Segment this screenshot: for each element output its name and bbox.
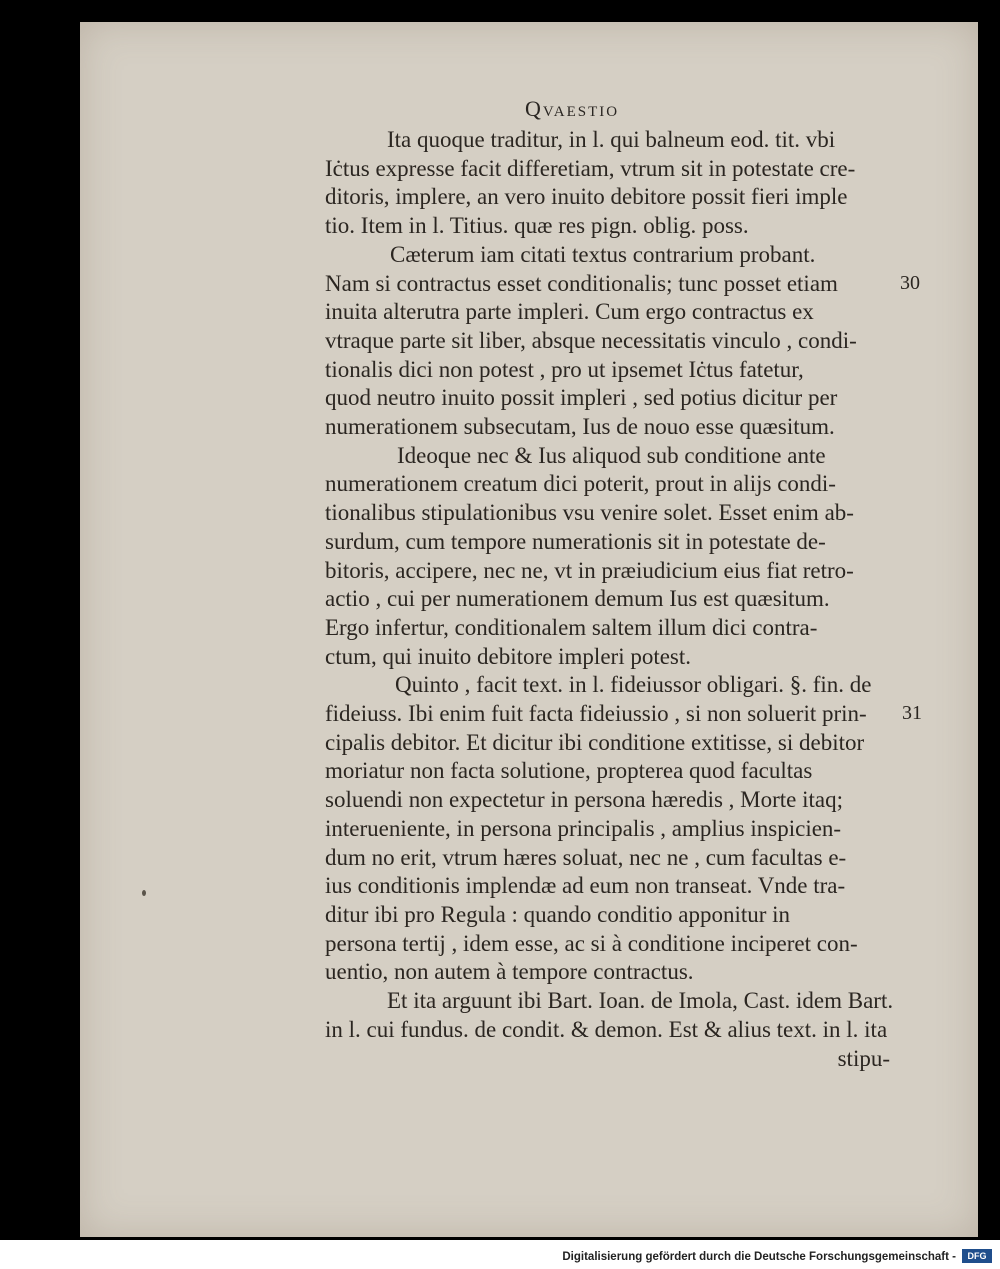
text-line: Quinto , facit text. in l. fideiussor obligari. §. fin. de	[395, 672, 872, 698]
text-line: Ita quoque traditur, in l. qui balneum eod. tit. vbi	[387, 127, 836, 152]
text-line: in l. cui fundus. de condit. & demon. Est & alius text. in l. ita	[325, 1016, 888, 1042]
text-line: numerationem subsecutam, Ius de nouo esse quæsitum.	[325, 414, 835, 440]
text-line: ius conditionis implendæ ad eum non transeat. Vnde tra-	[325, 873, 846, 899]
text-line: actio , cui per numerationem demum Ius est quæsitum.	[325, 586, 830, 612]
text-line: moriatur non facta solutione, propterea quod facultas	[325, 758, 813, 784]
paper-speck	[142, 890, 146, 896]
text-line: ditoris, implere, an vero inuito debitore possit fieri imple	[325, 184, 848, 210]
text-line: Cæterum iam citati textus contrarium probant.	[390, 241, 816, 267]
text-line: vtraque parte sit liber, absque necessitatis vinculo , condi-	[325, 327, 857, 353]
text-line: inuita alterutra parte impleri. Cum ergo contractus ex	[325, 299, 814, 325]
text-line: tionalis dici non potest , pro ut ipsemet Iċtus fatetur,	[325, 356, 804, 382]
marginal-number-30: 30	[900, 272, 920, 294]
text-line: numerationem creatum dici poterit, prout in alijs condi-	[325, 471, 836, 497]
page-surface	[80, 22, 978, 1237]
text-line: Nam si contractus esset conditionalis; tunc posset etiam	[325, 270, 838, 296]
funding-notice: Digitalisierung gefördert durch die Deutsche Forschungsgemeinschaft -	[562, 1251, 956, 1263]
text-line: persona tertij , idem esse, ac si à conditione inciperet con-	[325, 930, 858, 956]
text-line: uentio, non autem à tempore contractus.	[325, 959, 694, 985]
running-header: Qvaestio	[525, 96, 620, 121]
text-line: fideiuss. Ibi enim fuit facta fideiussio , si non soluerit prin-	[325, 701, 867, 727]
text-line: interueniente, in persona principalis , amplius inspicien-	[325, 815, 842, 841]
catchword: stipu-	[837, 1045, 890, 1071]
text-line: Iċtus expresse facit differetiam, vtrum sit in potestate cre-	[325, 155, 856, 181]
text-line: quod neutro inuito possit impleri , sed potius dicitur per	[325, 385, 838, 411]
text-line: soluendi non expectetur in persona hæredis , Morte itaq;	[325, 787, 844, 813]
footer-bar	[0, 1240, 1000, 1269]
text-line: dum no erit, vtrum hæres soluat, nec ne , cum facultas e-	[325, 844, 847, 870]
book-page	[80, 22, 978, 1237]
text-line: cipalis debitor. Et dicitur ibi conditione extitisse, si debitor	[325, 729, 865, 755]
dfg-logo-icon: DFG	[962, 1249, 992, 1263]
text-line: Ergo infertur, conditionalem saltem illum dici contra-	[325, 614, 818, 640]
text-line: ditur ibi pro Regula : quando conditio apponitur in	[325, 901, 791, 927]
text-line: tio. Item in l. Titius. quæ res pign. oblig. poss.	[325, 213, 749, 239]
body-text	[325, 126, 900, 1073]
text-line: tionalibus stipulationibus vsu venire solet. Esset enim ab-	[325, 500, 854, 526]
text-line: bitoris, accipere, nec ne, vt in præiudicium eius fiat retro-	[325, 557, 854, 583]
text-line: Et ita arguunt ibi Bart. Ioan. de Imola, Cast. idem Bart.	[387, 988, 894, 1014]
text-line: surdum, cum tempore numerationis sit in potestate de-	[325, 528, 826, 554]
text-line: ctum, qui inuito debitore impleri potest.	[325, 643, 692, 669]
text-line: Ideoque nec & Ius aliquod sub conditione ante	[397, 442, 826, 468]
marginal-number-31: 31	[902, 702, 922, 724]
